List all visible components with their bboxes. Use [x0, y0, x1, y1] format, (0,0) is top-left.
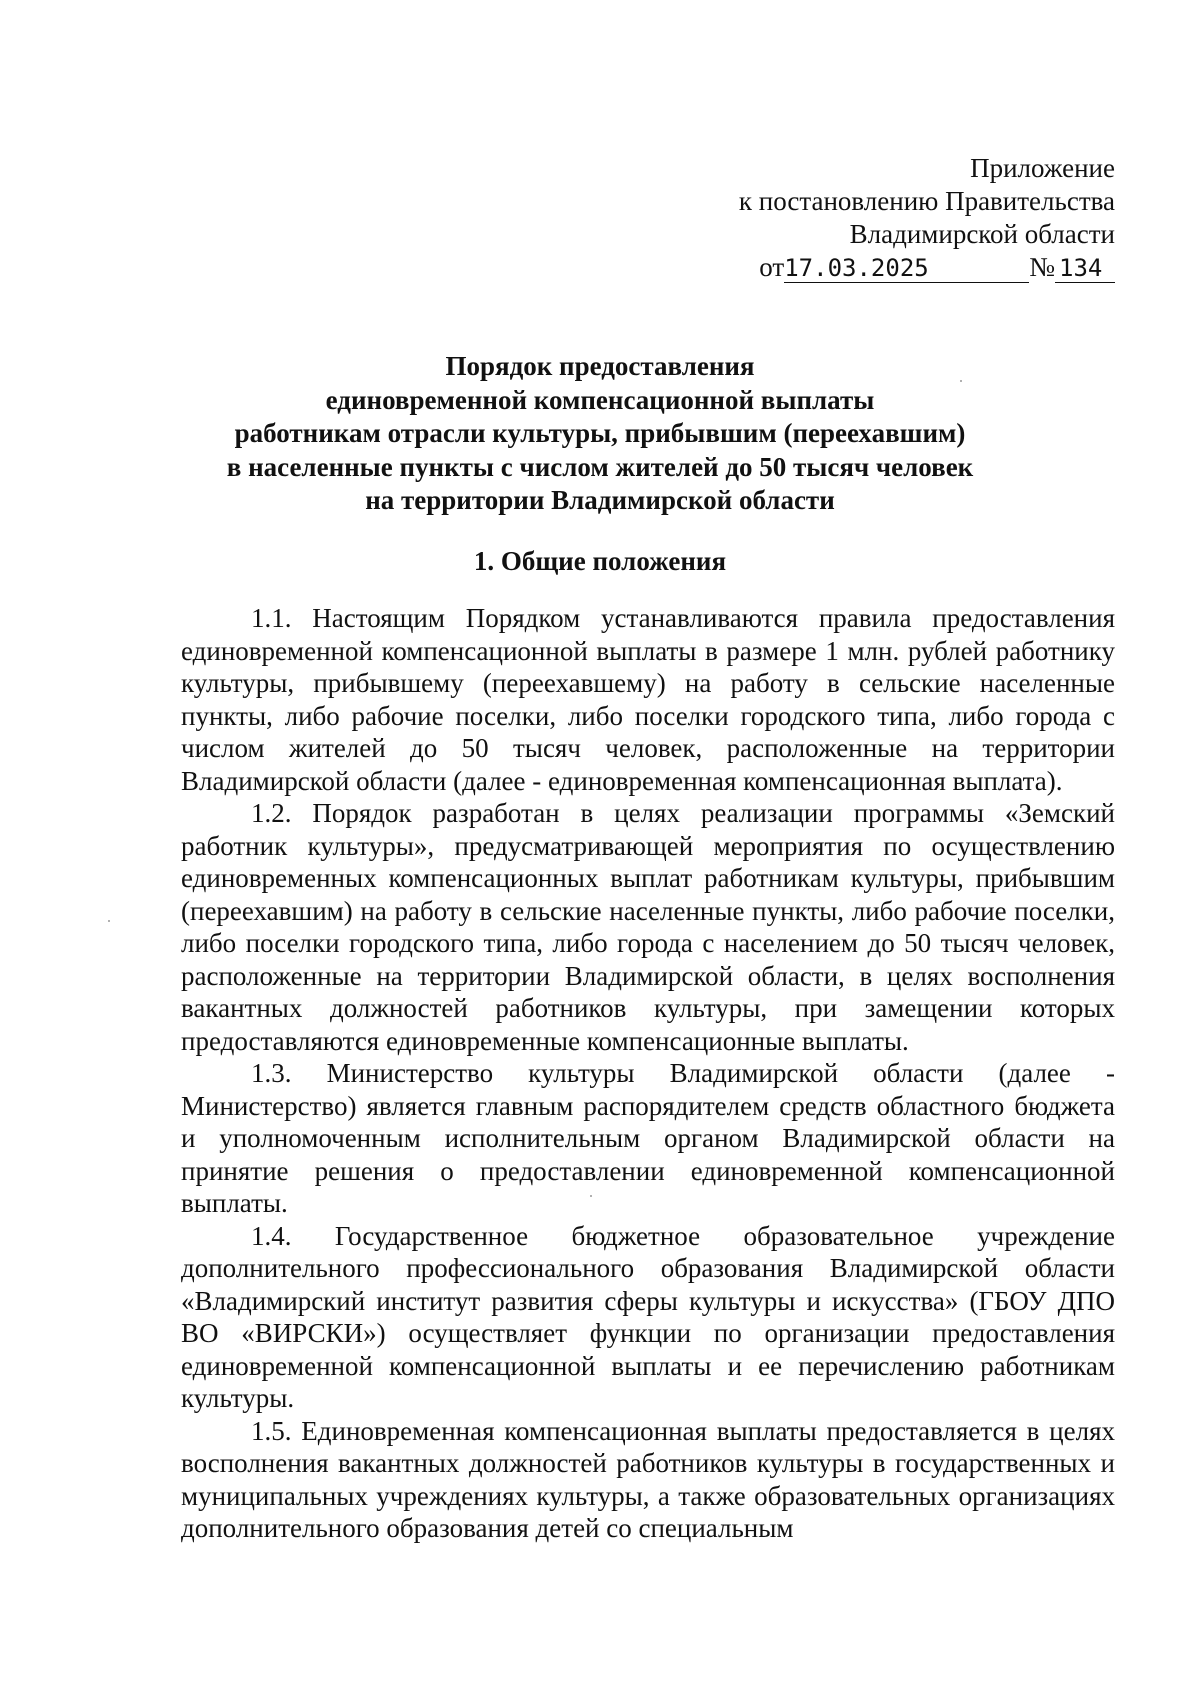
- paragraph-1-4: 1.4. Государственное бюджетное образовательное учреждение дополнительного профессионального образования Владимирской области «Владимирский институт развития сферы культуры и искусства» (ГБОУ ДПО ВО «ВИРСКИ») осуществляет функции по организации предоставления единовременной компенсационной выплаты и ее перечислению работникам культуры.: [181, 1220, 1115, 1413]
- number-prefix: №: [1029, 252, 1055, 282]
- title-line-3: работникам отрасли культуры, прибывшим (переехавшим): [234, 418, 966, 448]
- paragraph-1-1: 1.1. Настоящим Порядком устанавливаются правила предоставления единовременной компенсационной выплаты в размере 1 млн. рублей работнику культуры, прибывшему (переехавшему) на работу в сельские населенные пункты, либо рабочие поселки, либо поселки городского типа, либо города с числом жителей до 50 тысяч человек, расположенные на территории Владимирской области (далее - единовременная компенсационная выплата).: [181, 603, 1115, 796]
- title-line-1: Порядок предоставления: [445, 351, 755, 381]
- scan-speck: [108, 920, 110, 922]
- paragraph-1-5: 1.5. Единовременная компенсационная выплаты предоставляется в целях восполнения вакантных должностей работников культуры в государственных и муниципальных учреждениях культуры, а также образовательных организациях дополнительного образования детей со специальным: [181, 1415, 1115, 1543]
- paragraph-1-3: 1.3. Министерство культуры Владимирской области (далее - Министерство) является главным распорядителем средств областного бюджета и уполномоченным исполнительным органом Владимирской области на принятие решения о предоставлении единовременной компенсационной выплаты.: [181, 1058, 1115, 1218]
- document-title: [0, 350, 1200, 518]
- paragraph-1-2: 1.2. Порядок разработан в целях реализации программы «Земский работник культуры», предусматривающей мероприятия по осуществлению единовременных компенсационных выплат работникам культуры, прибывшим (переехавшим) на работу в сельские населенные пункты, либо рабочие поселки, либо поселки городского типа, либо города с населением до 50 тысяч человек, расположенные на территории Владимирской области, в целях восполнения вакантных должностей работников культуры, при замещении которых предоставляются единовременные компенсационные выплаты.: [181, 798, 1115, 1056]
- scan-speck: [960, 380, 962, 382]
- appendix-date-line: [739, 251, 1115, 284]
- section-heading: 1. Общие положения: [473, 546, 727, 576]
- title-line-4: в населенные пункты с числом жителей до 50 тысяч человек: [226, 451, 974, 482]
- appendix-resolution-ref: к постановлению Правительства: [738, 186, 1115, 216]
- scan-speck: [590, 1195, 592, 1197]
- date-prefix: от: [759, 252, 785, 282]
- section-body: [181, 602, 1115, 1545]
- appendix-region: Владимирской области: [849, 219, 1115, 249]
- appendix-header: [739, 152, 1115, 284]
- resolution-number: 134: [1055, 254, 1115, 283]
- title-line-2: единовременной компенсационной выплаты: [325, 384, 875, 415]
- resolution-date: 17.03.2025: [784, 254, 1029, 283]
- title-line-5: на территории Владимирской области: [365, 485, 835, 515]
- appendix-label: Приложение: [970, 153, 1115, 183]
